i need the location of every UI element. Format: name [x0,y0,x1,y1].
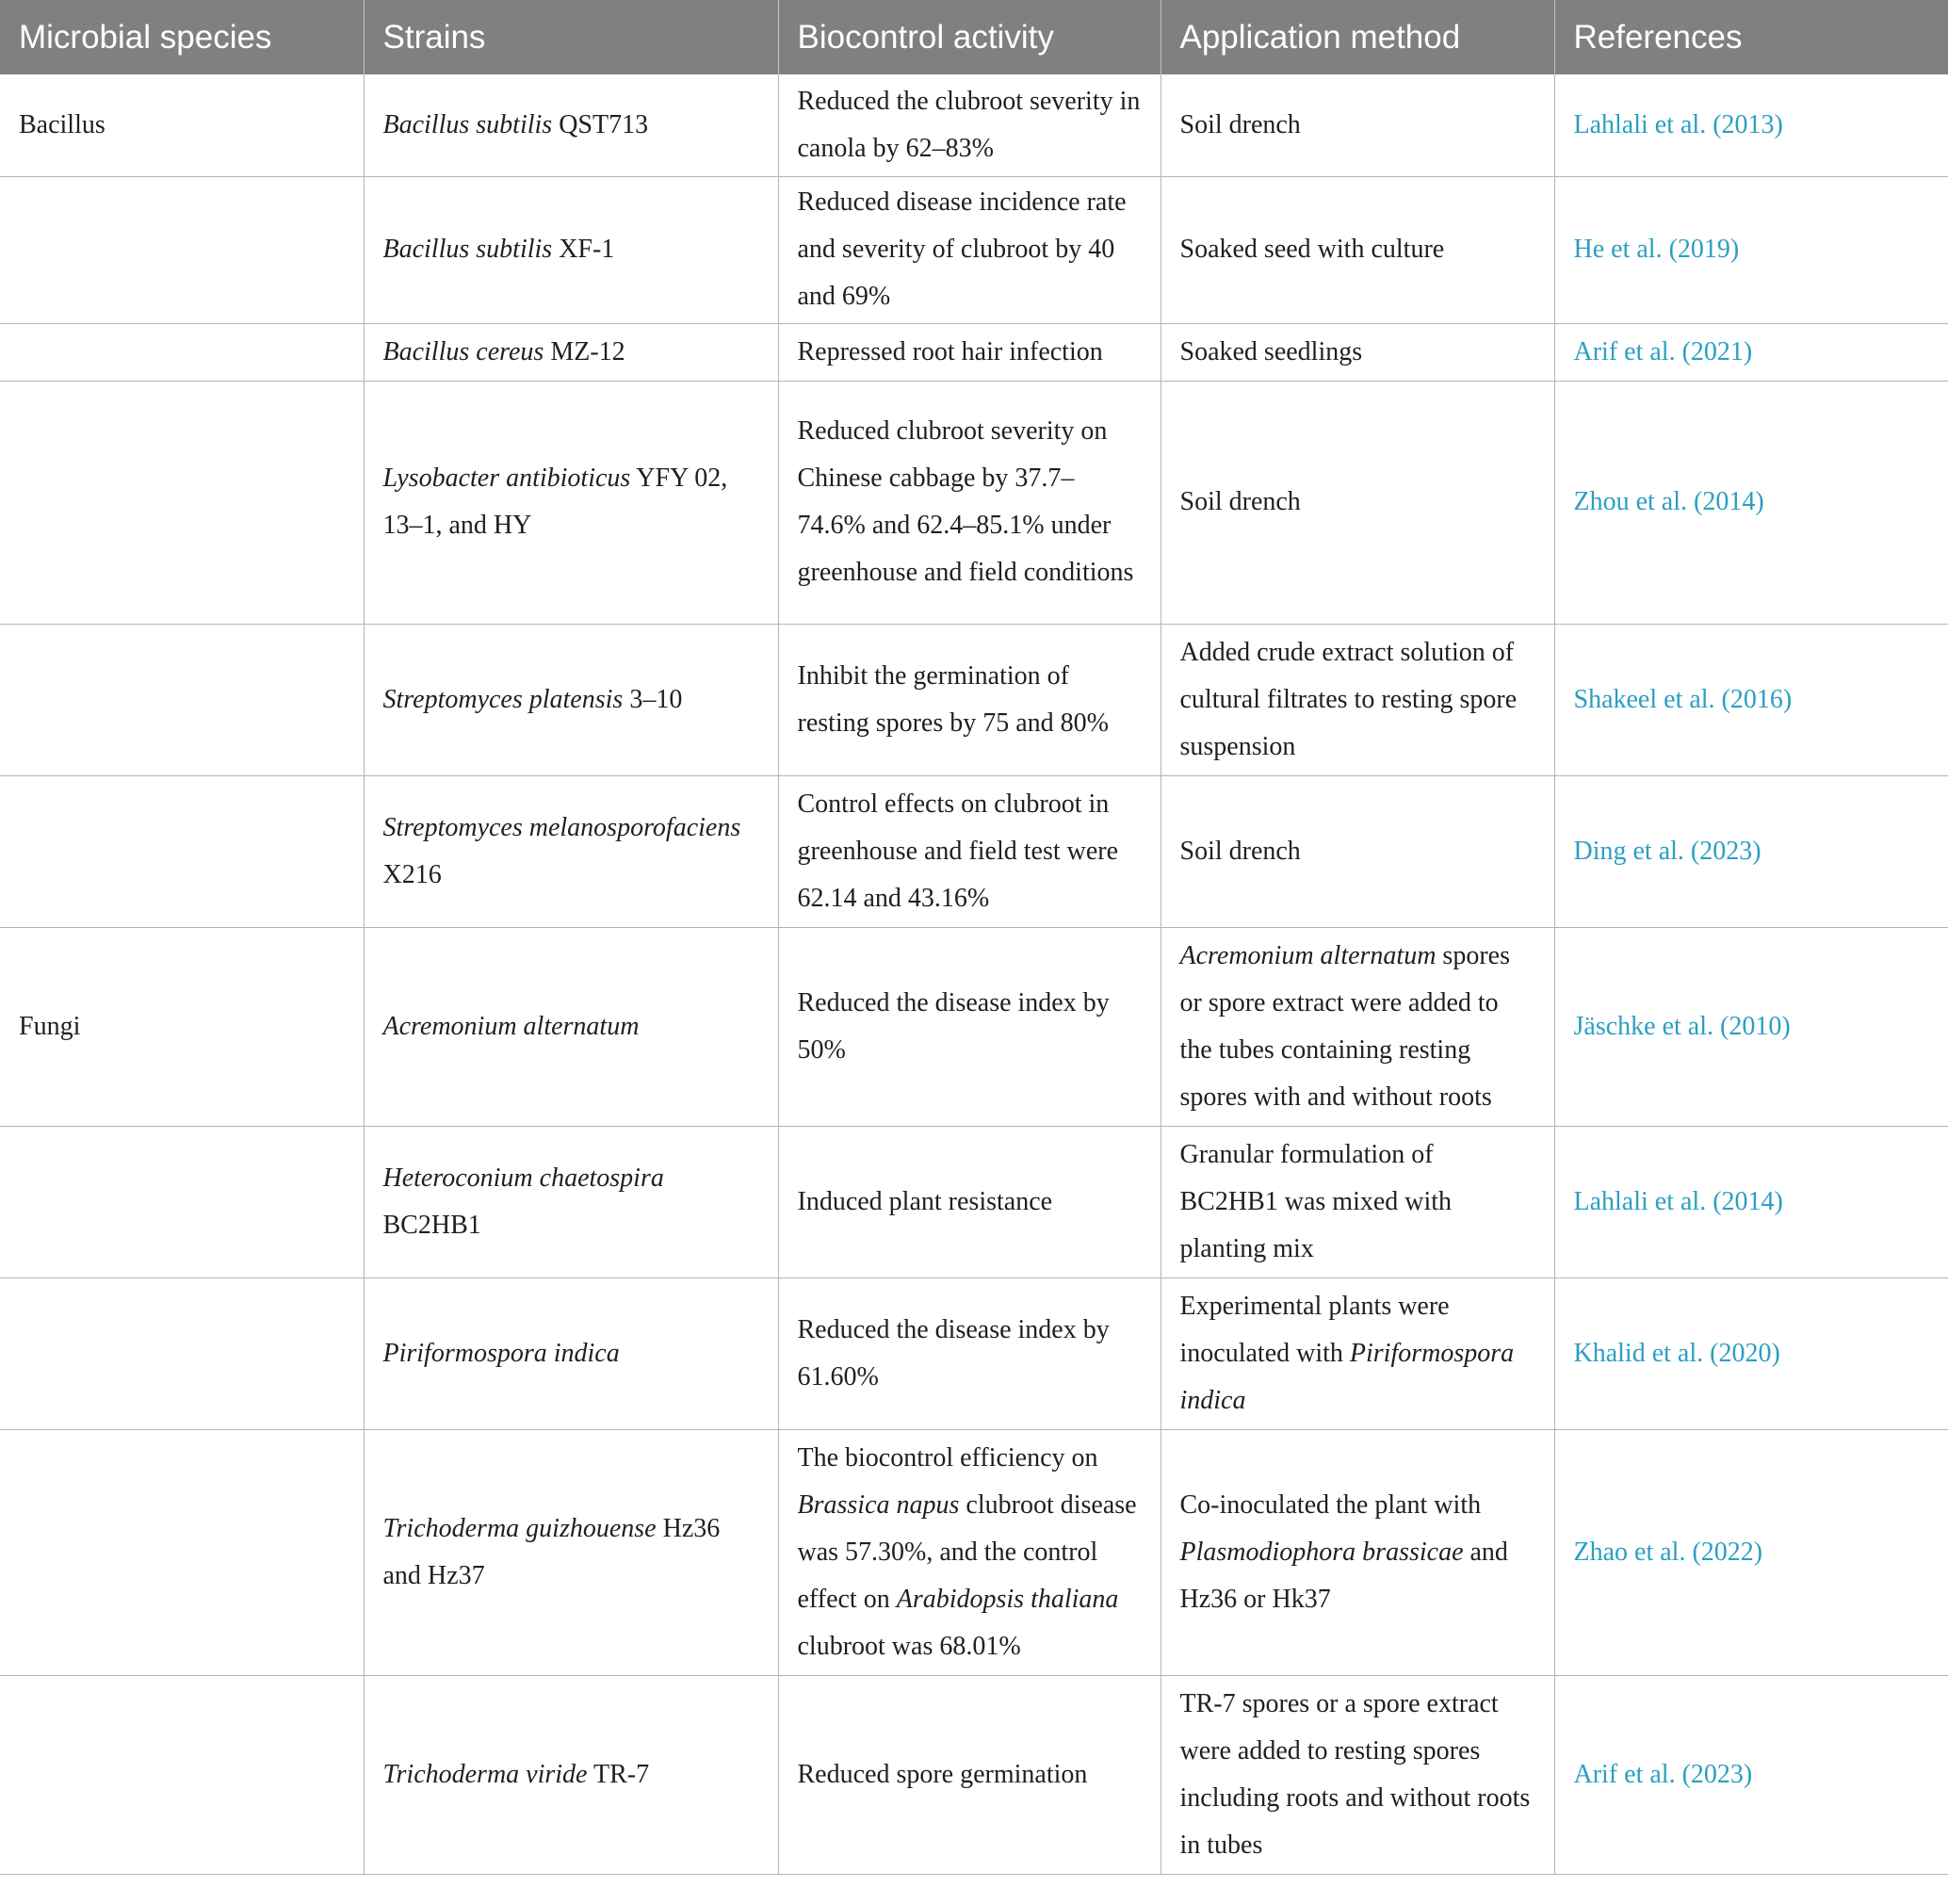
method-cell: Soil drench [1161,775,1554,927]
table-row [0,176,1948,323]
method-cell: Granular formulation of BC2HB1 was mixed with planting mix [1161,1126,1554,1277]
method-cell [1161,1277,1554,1429]
strain-cell [364,1429,778,1675]
table-row [0,775,1948,927]
strain-italic: Trichoderma viride [382,1759,588,1789]
species-cell [0,1126,364,1277]
species-cell: Fungi [0,927,364,1126]
header-row [0,0,1948,74]
reference-link[interactable]: Zhou et al. (2014) [1554,381,1948,624]
activity-cell: Induced plant resistance [778,1126,1161,1277]
activity-cell [778,1429,1161,1675]
reference-link[interactable]: Jäschke et al. (2010) [1554,927,1948,1126]
strain-suffix: MZ-12 [544,336,625,366]
table-row [0,624,1948,775]
strain-cell [364,381,778,624]
method-cell: Added crude extract solution of cultural filtrates to resting spore suspension [1161,624,1554,775]
species-cell [0,323,364,381]
reference-link[interactable]: Lahlali et al. (2013) [1554,74,1948,176]
strain-suffix: 3–10 [623,684,683,714]
method-italic: Plasmodiophora brassicae [1179,1537,1464,1567]
method-suffix: and Hz36 or Hk37 [1179,1537,1508,1614]
strain-italic: Bacillus subtilis [382,109,553,139]
species-cell [0,1429,364,1675]
species-cell [0,176,364,323]
method-prefix: Experimental plants were inoculated with [1179,1291,1450,1368]
species-cell [0,775,364,927]
strain-italic: Heteroconium chaetospira [382,1163,664,1193]
activity-cell: Reduced disease incidence rate and severity of clubroot by 40 and 69% [778,176,1161,323]
table-row [0,381,1948,624]
reference-link[interactable]: He et al. (2019) [1554,176,1948,323]
strain-italic: Bacillus subtilis [382,235,553,264]
strain-cell [364,176,778,323]
reference-link[interactable]: Ding et al. (2023) [1554,775,1948,927]
species-cell [0,624,364,775]
activity-cell: Reduced the disease index by 50% [778,927,1161,1126]
species-cell: Bacillus [0,74,364,176]
activity-cell: Reduced spore germination [778,1675,1161,1874]
activity-cell: Inhibit the germination of resting spores by 75 and 80% [778,624,1161,775]
strain-suffix: QST713 [552,109,649,139]
method-cell: Soaked seed with culture [1161,176,1554,323]
method-cell: TR-7 spores or a spore extract were added to resting spores including roots and without roots in tubes [1161,1675,1554,1874]
strain-italic: Streptomyces platensis [382,684,624,714]
activity-italic-1: Brassica napus [797,1489,960,1520]
strain-suffix: BC2HB1 [382,1210,481,1240]
reference-link[interactable]: Zhao et al. (2022) [1554,1429,1948,1675]
species-cell [0,1277,364,1429]
table-header [0,0,1948,74]
table-row [0,323,1948,381]
table-row [0,74,1948,176]
strain-italic: Piriformospora indica [382,1338,620,1368]
method-italic: Acremonium alternatum [1179,940,1437,970]
strain-italic: Streptomyces melanosporofaciens [382,812,741,842]
table-row [0,1277,1948,1429]
table-row [0,1126,1948,1277]
table-body [0,74,1948,1874]
header-references: References [1554,0,1948,74]
reference-link[interactable]: Khalid et al. (2020) [1554,1277,1948,1429]
method-cell [1161,927,1554,1126]
header-application-method: Application method [1161,0,1554,74]
reference-link[interactable]: Lahlali et al. (2014) [1554,1126,1948,1277]
reference-link[interactable]: Arif et al. (2023) [1554,1675,1948,1874]
method-cell: Soaked seedlings [1161,323,1554,381]
header-biocontrol-activity: Biocontrol activity [778,0,1161,74]
strain-italic: Lysobacter antibioticus [382,464,631,493]
table-row [0,927,1948,1126]
strain-suffix: YFY 02, 13–1, and HY [382,464,728,540]
method-italic: Piriformospora indica [1179,1338,1515,1415]
strain-cell [364,624,778,775]
strain-suffix: Hz36 and Hz37 [382,1513,721,1590]
method-cell [1161,1429,1554,1675]
strain-cell [364,323,778,381]
activity-cell: Control effects on clubroot in greenhouse and field test were 62.14 and 43.16% [778,775,1161,927]
activity-cell: Repressed root hair infection [778,323,1161,381]
strain-suffix: XF-1 [552,235,615,264]
strain-cell [364,927,778,1126]
strain-suffix: TR-7 [587,1759,650,1789]
reference-link[interactable]: Shakeel et al. (2016) [1554,624,1948,775]
header-strains: Strains [364,0,778,74]
strain-cell [364,74,778,176]
method-cell: Soil drench [1161,74,1554,176]
strain-italic: Bacillus cereus [382,336,544,366]
strain-cell [364,1277,778,1429]
method-prefix: Co-inoculated the plant with [1179,1489,1482,1520]
activity-middle: clubroot disease was 57.30%, and the control effect on [797,1489,1137,1614]
strain-cell [364,1126,778,1277]
activity-italic-2: Arabidopsis thaliana [896,1584,1119,1614]
strain-cell [364,775,778,927]
activity-cell: Reduced the disease index by 61.60% [778,1277,1161,1429]
activity-suffix: clubroot was 68.01% [797,1631,1021,1661]
strain-suffix: X216 [382,859,442,889]
activity-prefix: The biocontrol efficiency on [797,1442,1098,1473]
header-microbial-species: Microbial species [0,0,364,74]
species-cell [0,381,364,624]
strain-italic: Acremonium alternatum [382,1011,640,1041]
species-cell [0,1675,364,1874]
strain-cell [364,1675,778,1874]
table-row [0,1675,1948,1874]
activity-cell: Reduced clubroot severity on Chinese cabbage by 37.7–74.6% and 62.4–85.1% under greenhouse and field conditions [778,381,1161,624]
reference-link[interactable]: Arif et al. (2021) [1554,323,1948,381]
method-cell: Soil drench [1161,381,1554,624]
table-row [0,1429,1948,1675]
method-suffix: spores or spore extract were added to the tubes containing resting spores with and without roots [1179,940,1510,1112]
strain-italic: Trichoderma guizhouense [382,1513,657,1543]
activity-cell: Reduced the clubroot severity in canola by 62–83% [778,74,1161,176]
